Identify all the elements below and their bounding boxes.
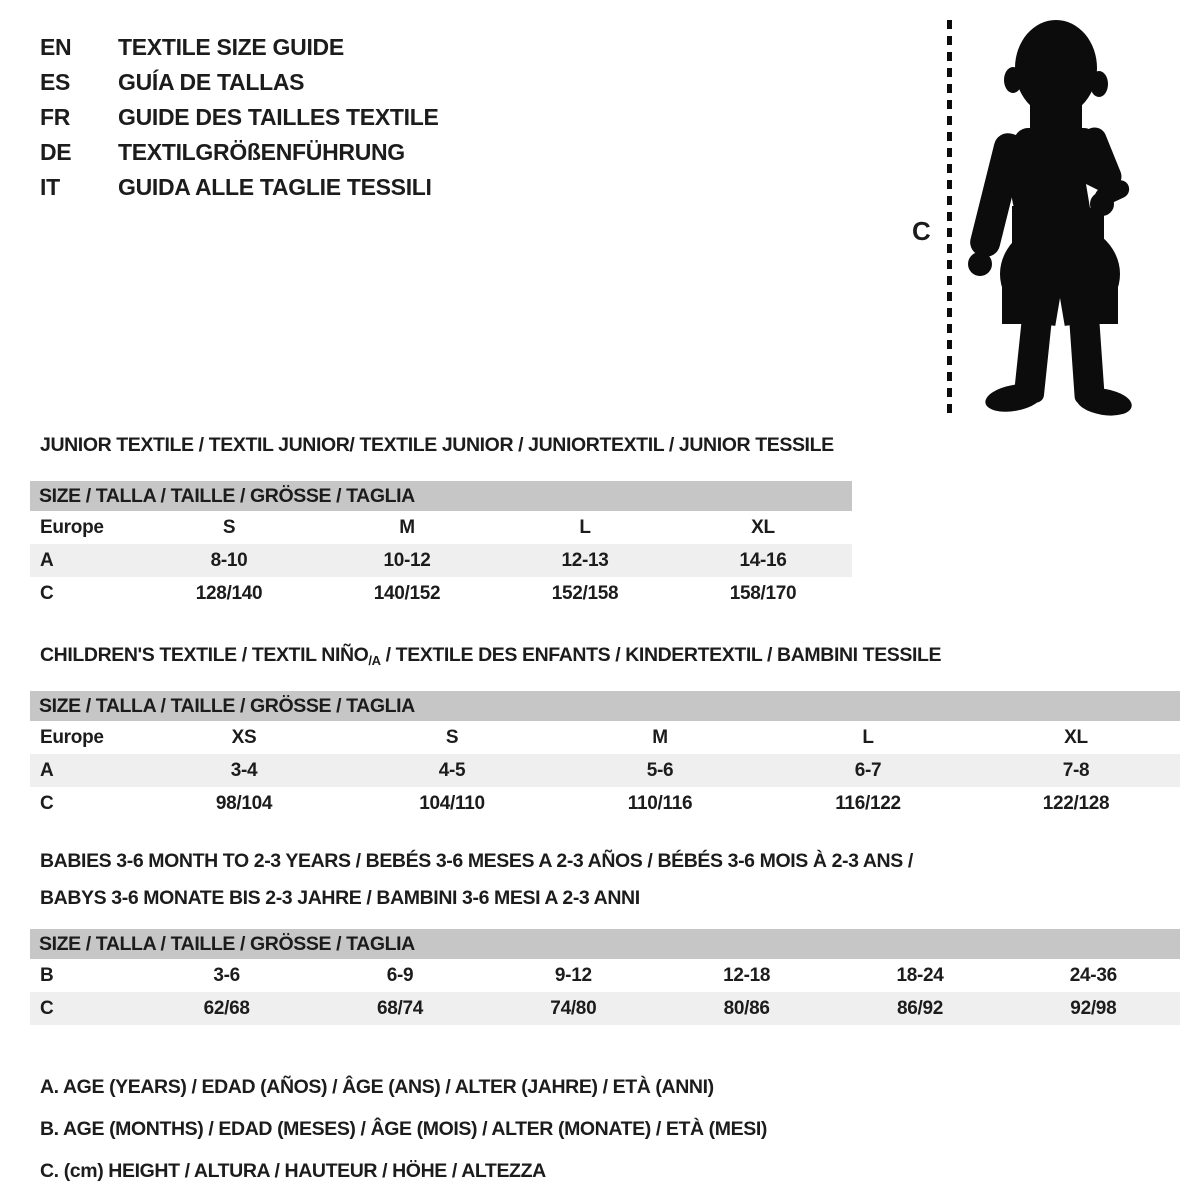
row-label: A — [40, 549, 54, 571]
age-cell: 3-4 — [230, 759, 258, 781]
size-cell: L — [862, 726, 874, 748]
size-cell: L — [579, 516, 591, 538]
language-code: IT — [40, 174, 60, 200]
legend-line-age-years: A. AGE (YEARS) / EDAD (AÑOS) / ÂGE (ANS) / ALTER (JAHRE) / ETÀ (ANNI) — [40, 1076, 714, 1098]
size-header-bar — [30, 929, 1180, 959]
language-row — [40, 100, 439, 135]
age-cell: 10-12 — [383, 549, 431, 571]
language-row — [40, 65, 439, 100]
children-title-post: / TEXTILE DES ENFANTS / KINDERTEXTIL / BAMBINI TESSILE — [380, 644, 942, 666]
language-title-list — [40, 30, 439, 205]
height-cell: 92/98 — [1070, 997, 1117, 1019]
height-cell: 74/80 — [550, 997, 597, 1019]
toddler-silhouette-icon — [965, 16, 1137, 416]
babies-title-line: BABYS 3-6 MONATE BIS 2-3 JAHRE / BAMBINI 3-6 MESI A 2-3 ANNI — [40, 887, 640, 909]
babies-title-line: BABIES 3-6 MONTH TO 2-3 YEARS / BEBÉS 3-6 MESES A 2-3 AÑOS / BÉBÉS 3-6 MOIS À 2-3 ANS / — [40, 850, 913, 872]
row-label: Europe — [40, 726, 104, 748]
size-cell: XL — [1064, 726, 1088, 748]
table-row-months — [30, 959, 1180, 992]
row-label: A — [40, 759, 54, 781]
months-cell: 3-6 — [213, 964, 240, 986]
months-cell: 18-24 — [896, 964, 944, 986]
language-code: EN — [40, 34, 72, 60]
height-cell: 104/110 — [419, 792, 485, 814]
table-row-europe — [30, 511, 852, 544]
height-cell: 80/86 — [723, 997, 770, 1019]
size-header-text: SIZE / TALLA / TAILLE / GRÖSSE / TAGLIA — [39, 695, 415, 717]
language-row — [40, 30, 439, 65]
age-cell: 12-13 — [561, 549, 609, 571]
row-label: C — [40, 997, 54, 1019]
size-cell: XL — [751, 516, 775, 538]
size-header-bar — [30, 691, 1180, 721]
age-cell: 5-6 — [646, 759, 674, 781]
months-cell: 24-36 — [1069, 964, 1117, 986]
age-cell: 8-10 — [210, 549, 248, 571]
children-title-pre: CHILDREN'S TEXTILE / TEXTIL NIÑO — [40, 644, 369, 666]
height-cell: 152/158 — [551, 582, 619, 604]
language-code: DE — [40, 139, 72, 165]
children-title-sub: /A — [368, 653, 381, 668]
table-row-height — [30, 787, 1180, 820]
height-cell: 98/104 — [215, 792, 273, 814]
language-code: ES — [40, 69, 71, 95]
size-header-bar — [30, 481, 852, 511]
months-cell: 12-18 — [723, 964, 771, 986]
height-cell: 86/92 — [896, 997, 944, 1019]
size-header-text: SIZE / TALLA / TAILLE / GRÖSSE / TAGLIA — [39, 485, 415, 507]
babies-section-title — [40, 843, 913, 917]
children-section-title — [40, 644, 941, 668]
height-cell: 128/140 — [195, 582, 263, 604]
guide-title: GUÍA DE TALLAS — [118, 69, 305, 95]
age-cell: 14-16 — [739, 549, 787, 571]
height-cell: 158/170 — [729, 582, 797, 604]
height-cell: 110/116 — [627, 792, 693, 814]
row-label: C — [40, 582, 54, 604]
size-cell: M — [652, 726, 668, 748]
age-cell: 6-7 — [854, 759, 882, 781]
months-cell: 6-9 — [386, 964, 414, 986]
guide-title: GUIDA ALLE TAGLIE TESSILI — [118, 174, 432, 200]
age-cell: 7-8 — [1062, 759, 1090, 781]
size-cell: M — [399, 516, 415, 538]
language-code: FR — [40, 104, 71, 130]
height-cell: 116/122 — [835, 792, 901, 814]
table-row-height — [30, 992, 1180, 1025]
language-row — [40, 170, 439, 205]
height-cell: 140/152 — [373, 582, 441, 604]
table-row-age — [30, 754, 1180, 787]
height-cell: 62/68 — [203, 997, 250, 1019]
measure-legend — [40, 1066, 767, 1192]
legend-line-height: C. (cm) HEIGHT / ALTURA / HAUTEUR / HÖHE / ALTEZZA — [40, 1160, 546, 1182]
guide-title: TEXTILGRÖßENFÜHRUNG — [118, 139, 405, 165]
height-cell: 122/128 — [1042, 792, 1110, 814]
children-size-table — [30, 691, 1180, 820]
guide-title: GUIDE DES TAILLES TEXTILE — [118, 104, 439, 130]
junior-section-title: JUNIOR TEXTILE / TEXTIL JUNIOR/ TEXTILE JUNIOR / JUNIORTEXTIL / JUNIOR TESSILE — [40, 434, 834, 456]
row-label: B — [40, 964, 54, 986]
guide-title: TEXTILE SIZE GUIDE — [118, 34, 344, 60]
height-measure-label: C — [912, 216, 931, 246]
table-row-europe — [30, 721, 1180, 754]
row-label: Europe — [40, 516, 104, 538]
row-label: C — [40, 792, 54, 814]
language-row — [40, 135, 439, 170]
size-header-text: SIZE / TALLA / TAILLE / GRÖSSE / TAGLIA — [39, 933, 415, 955]
age-cell: 4-5 — [438, 759, 466, 781]
months-cell: 9-12 — [554, 964, 592, 986]
size-cell: S — [222, 516, 236, 538]
size-cell: XS — [231, 726, 257, 748]
height-cell: 68/74 — [376, 997, 424, 1019]
height-measure-line — [947, 20, 952, 414]
babies-size-table — [30, 929, 1180, 1025]
junior-size-table — [30, 481, 852, 610]
table-row-age — [30, 544, 852, 577]
size-cell: S — [445, 726, 459, 748]
table-row-height — [30, 577, 852, 610]
legend-line-age-months: B. AGE (MONTHS) / EDAD (MESES) / ÂGE (MOIS) / ALTER (MONATE) / ETÀ (MESI) — [40, 1118, 767, 1140]
